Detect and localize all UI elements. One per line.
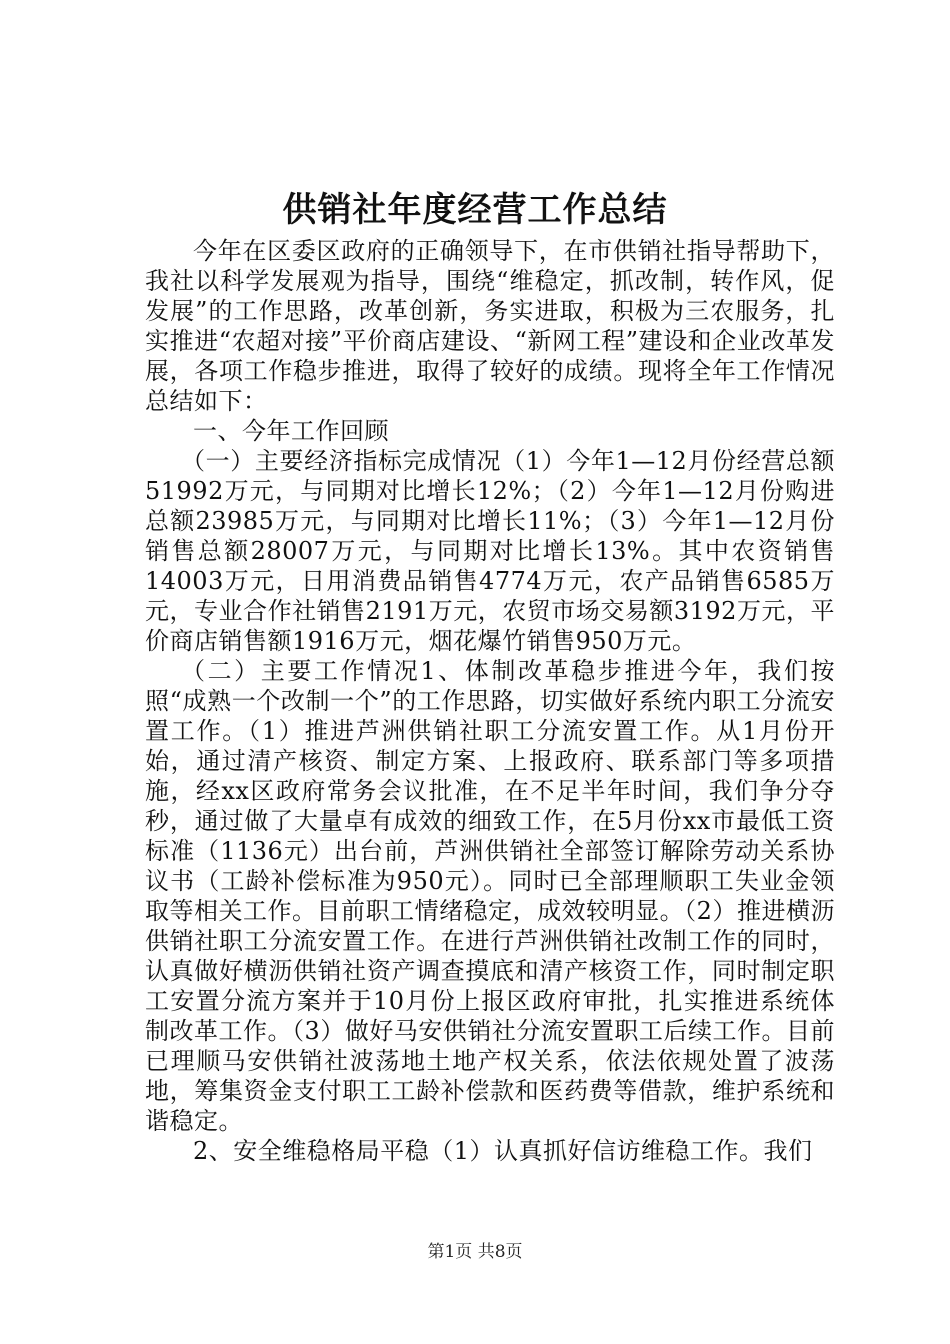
economic-indicators-paragraph: （一）主要经济指标完成情况（1）今年1—12月份经营总额51992万元，与同期对比增长12%；（2）今年1—12月份购进总额23985万元，与同期对比增长11%；（3）今年1—12月份销售总额28007万元，与同期对比增长13%。其中农资销售14003万元，日用消费品销售4774万元，农产品销售6585万元，专业合作社销售2191万元，农贸市场交易额3192万元，平价商店销售额1916万元，烟花爆竹销售950万元。 [145, 447, 835, 655]
document-body [145, 236, 835, 1166]
intro-paragraph: 今年在区委区政府的正确领导下，在市供销社指导帮助下，我社以科学发展观为指导，围绕“维稳定，抓改制，转作风，促发展”的工作思路，改革创新，务实进取，积极为三农服务，扎实推进“农超对接”平价商店建设、“新网工程”建设和企业改革发展，各项工作稳步推进，取得了较好的成绩。现将全年工作情况总结如下： [145, 237, 835, 415]
section-heading: 一、今年工作回顾 [193, 417, 389, 445]
main-work-paragraph: （二）主要工作情况1、体制改革稳步推进今年，我们按照“成熟一个改制一个”的工作思路，切实做好系统内职工分流安置工作。（1）推进芦洲供销社职工分流安置工作。从1月份开始，通过清产核资、制定方案、上报政府、联系部门等多项措施，经xx区政府常务会议批准，在不足半年时间，我们争分夺秒，通过做了大量卓有成效的细致工作，在5月份xx市最低工资标准（1136元）出台前，芦洲供销社全部签订解除劳动关系协议书（工龄补偿标准为950元）。同时已全部理顺职工失业金领取等相关工作。目前职工情绪稳定，成效较明显。（2）推进横沥供销社职工分流安置工作。在进行芦洲供销社改制工作的同时，认真做好横沥供销社资产调查摸底和清产核资工作，同时制定职工安置分流方案并于10月份上报区政府审批，扎实推进系统体制改革工作。（3）做好马安供销社分流安置职工后续工作。目前已理顺马安供销社波荡地土地产权关系，依法依规处置了波荡地，筹集资金支付职工工龄补偿款和医药费等借款，维护系统和谐稳定。 [145, 657, 835, 1135]
document-title: 供销社年度经营工作总结 [282, 190, 668, 230]
page-footer: 第1页 共8页 [427, 1242, 523, 1262]
safety-paragraph: 2、安全维稳格局平稳（1）认真抓好信访维稳工作。我们 [193, 1137, 813, 1165]
